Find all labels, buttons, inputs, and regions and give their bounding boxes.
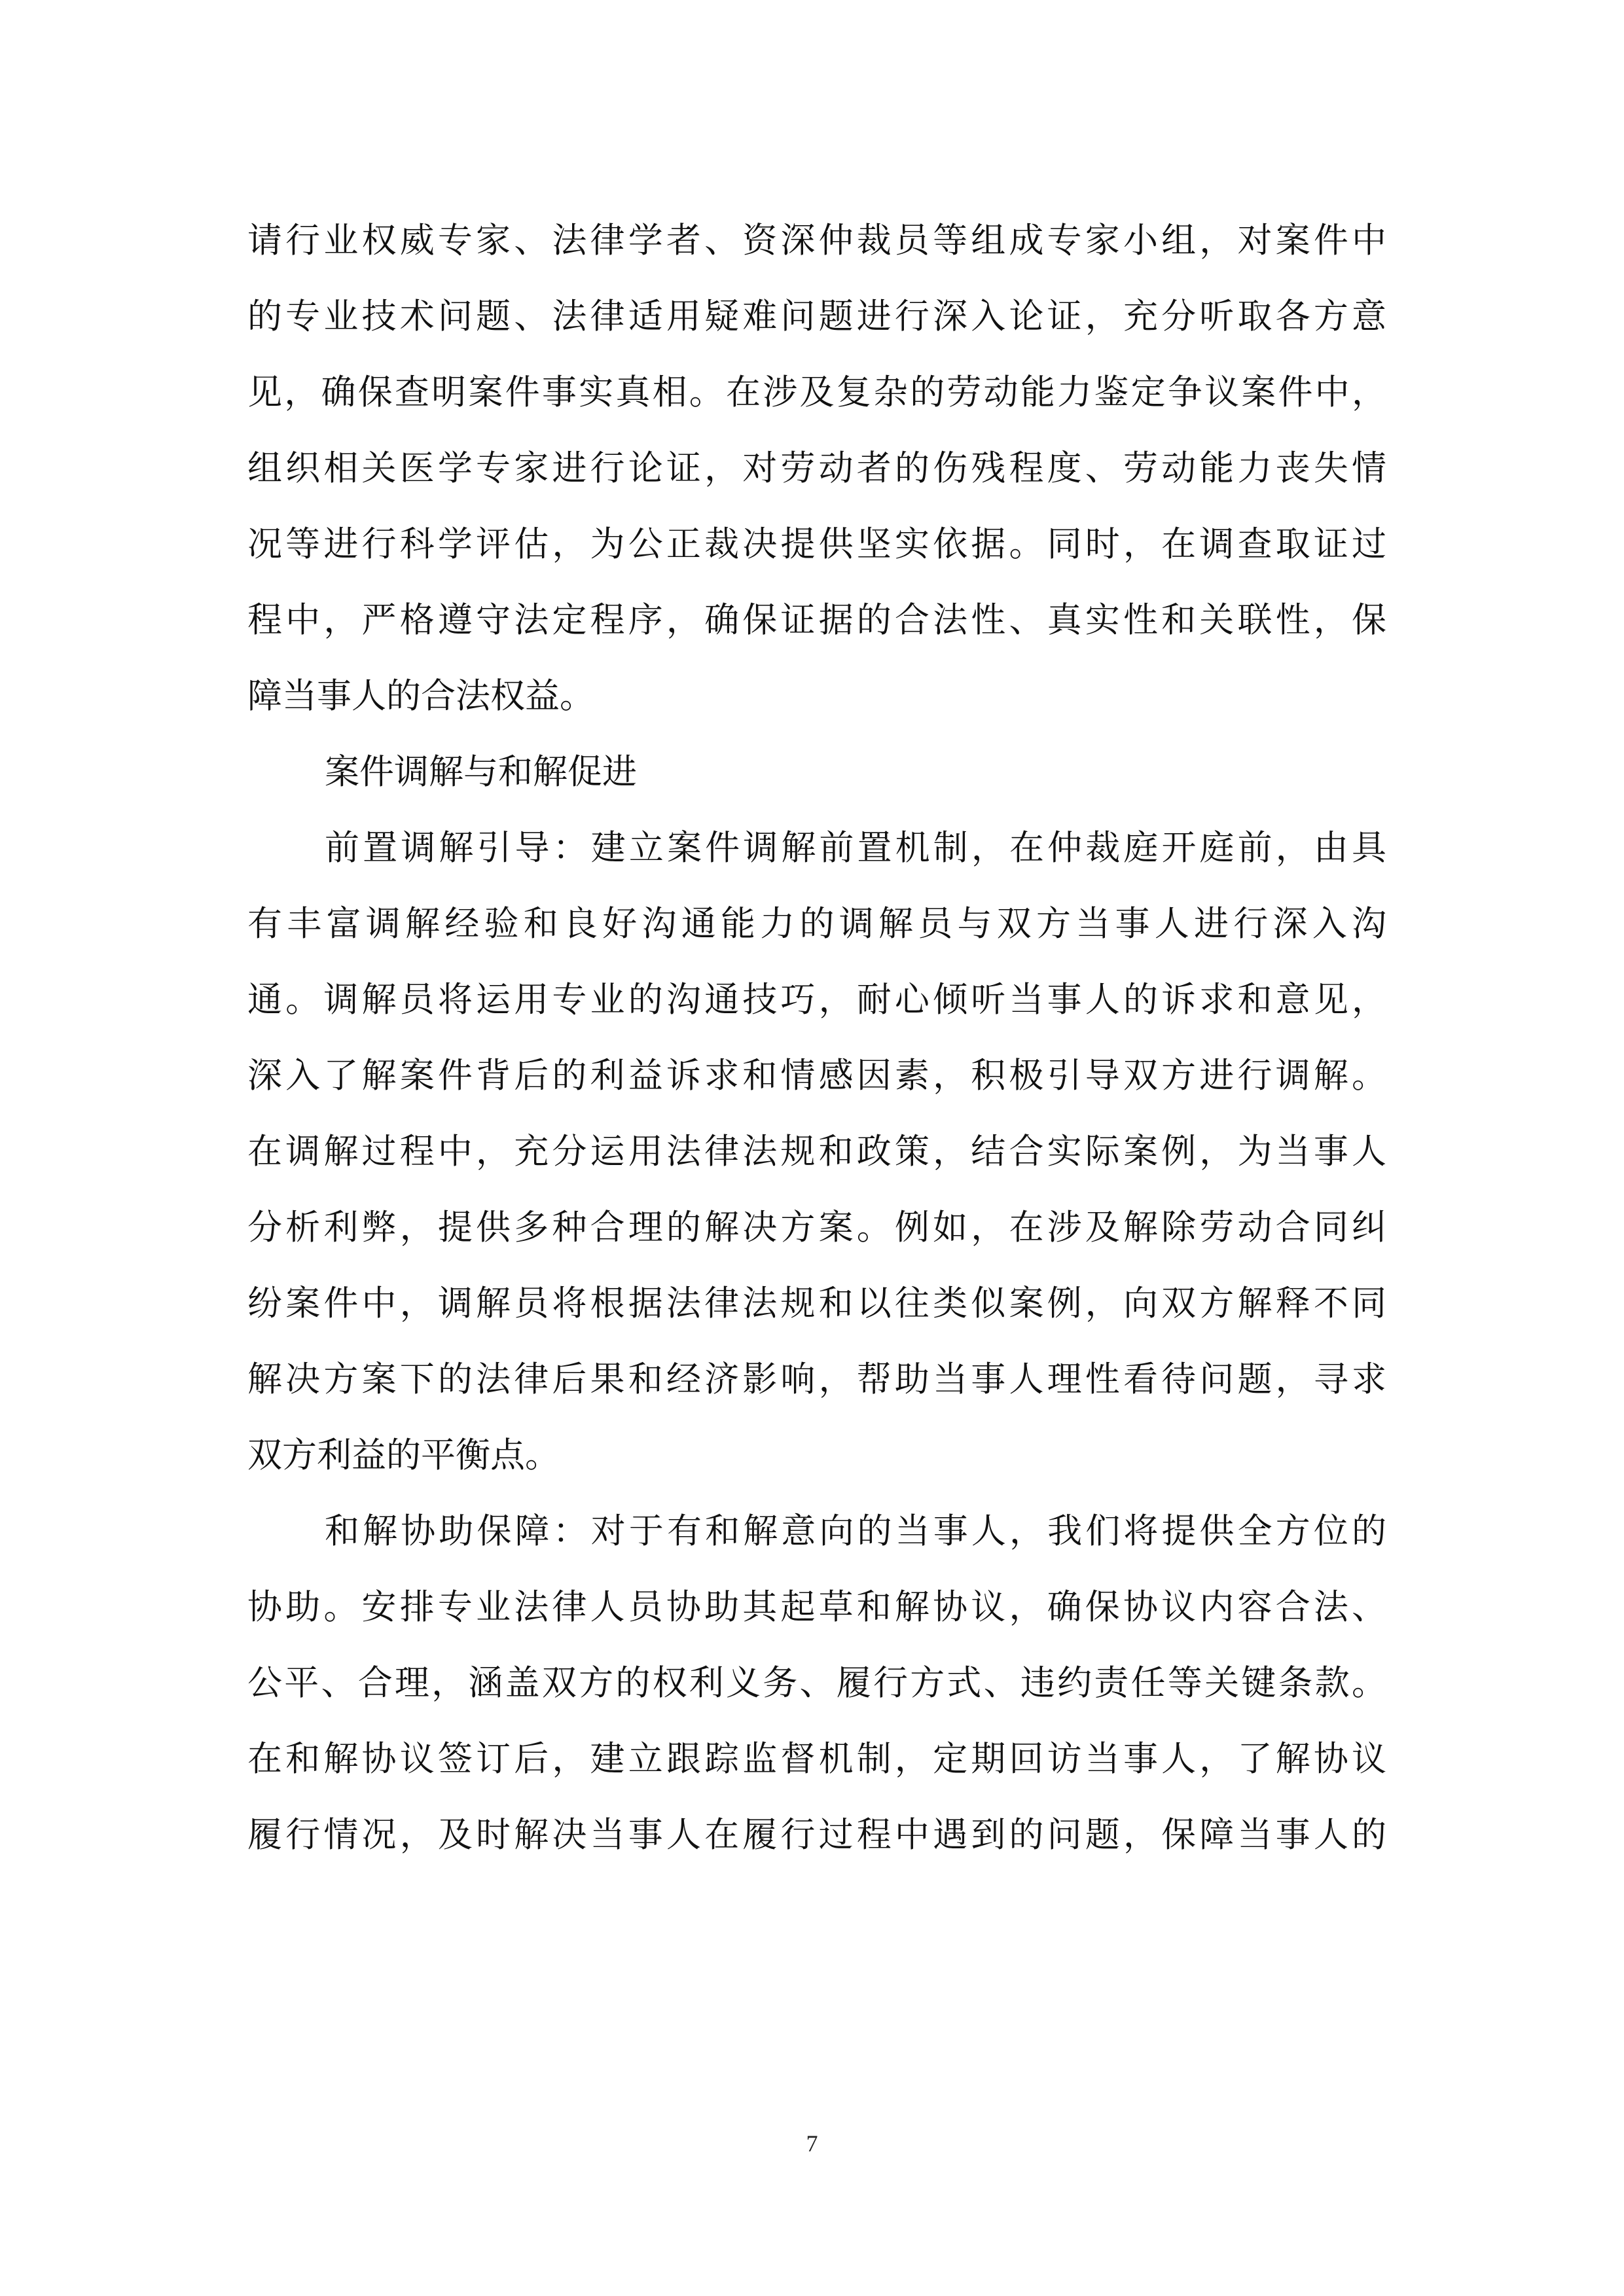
text-line: 和解协助保障：对于有和解意向的当事人，我们将提供全方位的 (325, 1511, 1386, 1551)
text-line: 的专业技术问题、法律适用疑难问题进行深入论证，充分听取各方意 (247, 296, 1386, 336)
text-line: 请行业权威专家、法律学者、资深仲裁员等组成专家小组，对案件中 (247, 221, 1386, 260)
text-line: 程中，严格遵守法定程序，确保证据的合法性、真实性和关联性，保 (247, 600, 1386, 640)
text-line: 深入了解案件背后的利益诉求和情感因素，积极引导双方进行调解。 (247, 1056, 1386, 1096)
text-line: 通。调解员将运用专业的沟通技巧，耐心倾听当事人的诉求和意见， (247, 980, 1386, 1020)
page-number: 7 (806, 2130, 818, 2157)
text-line: 在调解过程中，充分运用法律法规和政策，结合实际案例，为当事人 (247, 1132, 1386, 1172)
section-heading: 案件调解与和解促进 (325, 752, 637, 792)
text-line: 障当事人的合法权益。 (247, 676, 594, 716)
text-line: 况等进行科学评估，为公正裁决提供坚实依据。同时，在调查取证过 (247, 524, 1386, 564)
text-line: 在和解协议签订后，建立跟踪监督机制，定期回访当事人，了解协议 (247, 1739, 1386, 1779)
text-line: 分析利弊，提供多种合理的解决方案。例如，在涉及解除劳动合同纠 (247, 1208, 1386, 1247)
text-line: 双方利益的平衡点。 (247, 1435, 560, 1475)
text-line: 协助。安排专业法律人员协助其起草和解协议，确保协议内容合法、 (247, 1587, 1386, 1627)
text-line: 纷案件中，调解员将根据法律法规和以往类似案例，向双方解释不同 (247, 1283, 1386, 1323)
text-line: 前置调解引导：建立案件调解前置机制，在仲裁庭开庭前，由具 (325, 828, 1386, 868)
text-line: 解决方案下的法律后果和经济影响，帮助当事人理性看待问题，寻求 (247, 1359, 1386, 1399)
text-line: 履行情况，及时解决当事人在履行过程中遇到的问题，保障当事人的 (247, 1815, 1386, 1855)
text-line: 组织相关医学专家进行论证，对劳动者的伤残程度、劳动能力丧失情 (247, 448, 1386, 488)
text-line: 有丰富调解经验和良好沟通能力的调解员与双方当事人进行深入沟 (247, 904, 1386, 944)
text-line: 公平、合理，涵盖双方的权利义务、履行方式、违约责任等关键条款。 (247, 1663, 1386, 1703)
text-line: 见，确保查明案件事实真相。在涉及复杂的劳动能力鉴定争议案件中， (247, 372, 1386, 412)
